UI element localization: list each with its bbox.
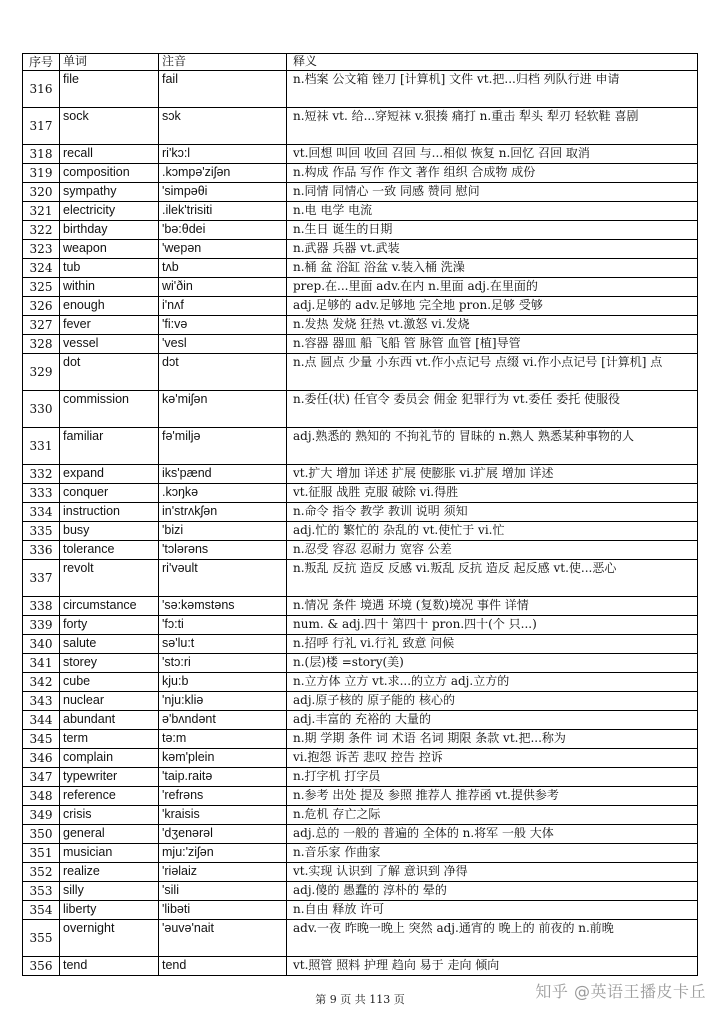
table-row [23,882,698,901]
row-number: 328 [23,335,60,354]
row-number: 354 [23,901,60,920]
table-row [23,920,698,957]
row-definition: n.忍受 容忍 忍耐力 宽容 公差 [287,541,698,560]
row-number: 346 [23,749,60,768]
row-word: tub [60,259,159,278]
table-row [23,749,698,768]
row-definition: n.危机 存亡之际 [287,806,698,825]
table-row [23,354,698,391]
row-definition: n.情况 条件 境遇 环境 (复数)境况 事件 详情 [287,597,698,616]
row-word: realize [60,863,159,882]
row-word: circumstance [60,597,159,616]
header-definition: 释义 [287,54,698,71]
row-word: complain [60,749,159,768]
row-phonetic: 'stɔ:ri [159,654,287,673]
row-number: 318 [23,145,60,164]
row-number: 349 [23,806,60,825]
row-phonetic: ə'bʌndənt [159,711,287,730]
row-phonetic: fail [159,71,287,108]
row-phonetic: 'taip.raitə [159,768,287,787]
row-word: abundant [60,711,159,730]
row-word: crisis [60,806,159,825]
row-word: conquer [60,484,159,503]
row-phonetic: dɔt [159,354,287,391]
row-number: 334 [23,503,60,522]
row-definition: n.构成 作品 写作 作文 著作 组织 合成物 成份 [287,164,698,183]
row-word: revolt [60,560,159,597]
row-definition: prep.在...里面 adv.在内 n.里面 adj.在里面的 [287,278,698,297]
row-phonetic: kə'miʃən [159,391,287,428]
row-word: liberty [60,901,159,920]
row-definition: n.容器 器皿 船 飞船 管 脉管 血管 [植]导管 [287,335,698,354]
row-phonetic: kju:b [159,673,287,692]
table-row [23,484,698,503]
row-number: 345 [23,730,60,749]
row-word: tolerance [60,541,159,560]
row-word: general [60,825,159,844]
row-number: 352 [23,863,60,882]
row-number: 330 [23,391,60,428]
row-phonetic: 'nju:kliə [159,692,287,711]
row-definition: n.(层)楼 =story(美) [287,654,698,673]
table-row [23,164,698,183]
row-word: salute [60,635,159,654]
vocabulary-table [22,53,698,976]
row-word: forty [60,616,159,635]
row-number: 344 [23,711,60,730]
row-number: 324 [23,259,60,278]
row-word: weapon [60,240,159,259]
table-row [23,335,698,354]
row-phonetic: sɔk [159,108,287,145]
row-definition: n.短袜 vt. 给...穿短袜 v.狠揍 痛打 n.重击 犁头 犁刃 轻软鞋 喜剧 [287,108,698,145]
row-word: reference [60,787,159,806]
row-definition: adv.一夜 昨晚一晚上 突然 adj.通宵的 晚上的 前夜的 n.前晚 [287,920,698,957]
row-definition: n.电 电学 电流 [287,202,698,221]
row-definition: adj.总的 一般的 普遍的 全体的 n.将军 一般 大体 [287,825,698,844]
row-phonetic: 'bizi [159,522,287,541]
row-phonetic: mju:'ziʃən [159,844,287,863]
row-number: 322 [23,221,60,240]
row-number: 333 [23,484,60,503]
table-row [23,825,698,844]
row-number: 332 [23,465,60,484]
table-row [23,597,698,616]
row-definition: n.命令 指令 教学 教训 说明 须知 [287,503,698,522]
row-phonetic: kəm'plein [159,749,287,768]
row-phonetic: 'fi:və [159,316,287,335]
row-definition: n.期 学期 条件 词 术语 名词 期限 条款 vt.把...称为 [287,730,698,749]
row-definition: adj.熟悉的 熟知的 不拘礼节的 冒昧的 n.熟人 熟悉某种事物的人 [287,428,698,465]
row-phonetic: wi'ðin [159,278,287,297]
row-number: 326 [23,297,60,316]
row-word: dot [60,354,159,391]
row-definition: n.桶 盆 浴缸 浴盆 v.装入桶 洗澡 [287,259,698,278]
row-phonetic: 'libəti [159,901,287,920]
row-phonetic: 'əuvə'nait [159,920,287,957]
row-word: composition [60,164,159,183]
row-phonetic: 'wepən [159,240,287,259]
table-row [23,465,698,484]
row-word: busy [60,522,159,541]
table-row [23,541,698,560]
table-row [23,391,698,428]
row-number: 325 [23,278,60,297]
table-row [23,297,698,316]
header-word: 单词 [60,54,159,71]
row-phonetic: 'refrəns [159,787,287,806]
row-word: expand [60,465,159,484]
row-definition: n.音乐家 作曲家 [287,844,698,863]
row-word: term [60,730,159,749]
row-phonetic: tə:m [159,730,287,749]
row-number: 321 [23,202,60,221]
table-row [23,654,698,673]
table-row [23,692,698,711]
row-number: 319 [23,164,60,183]
row-word: enough [60,297,159,316]
row-definition: adj.原子核的 原子能的 核心的 [287,692,698,711]
row-phonetic: ri'kɔ:l [159,145,287,164]
table-row [23,428,698,465]
row-number: 351 [23,844,60,863]
row-definition: vt.征服 战胜 克服 破除 vi.得胜 [287,484,698,503]
row-number: 355 [23,920,60,957]
row-phonetic: .kɔŋkə [159,484,287,503]
row-number: 335 [23,522,60,541]
table-row [23,901,698,920]
row-phonetic: 'riəlaiz [159,863,287,882]
row-number: 340 [23,635,60,654]
row-word: silly [60,882,159,901]
row-number: 316 [23,71,60,108]
row-number: 336 [23,541,60,560]
row-number: 338 [23,597,60,616]
row-number: 320 [23,183,60,202]
table-row [23,863,698,882]
table-row [23,221,698,240]
row-definition: n.委任(状) 任官令 委员会 佣金 犯罪行为 vt.委任 委托 使服役 [287,391,698,428]
row-definition: adj.忙的 繁忙的 杂乱的 vt.使忙于 vi.忙 [287,522,698,541]
row-definition: n.同情 同情心 一致 同感 赞同 慰问 [287,183,698,202]
row-word: tend [60,957,159,976]
row-phonetic: 'kraisis [159,806,287,825]
row-definition: vt.回想 叫回 收回 召回 与...相似 恢复 n.回忆 召回 取消 [287,145,698,164]
row-word: recall [60,145,159,164]
row-phonetic: .ilek'trisiti [159,202,287,221]
row-phonetic: tend [159,957,287,976]
row-number: 339 [23,616,60,635]
table-row [23,787,698,806]
row-phonetic: tʌb [159,259,287,278]
row-number: 343 [23,692,60,711]
row-word: commission [60,391,159,428]
table-row [23,202,698,221]
page-number-footer: 第 9 页 共 113 页 [315,993,405,1006]
table-header-row [23,54,698,71]
row-definition: adj.足够的 adv.足够地 完全地 pron.足够 受够 [287,297,698,316]
row-phonetic: 'sə:kəmstəns [159,597,287,616]
row-word: fever [60,316,159,335]
row-word: sympathy [60,183,159,202]
row-definition: vt.扩大 增加 详述 扩展 使膨胀 vi.扩展 增加 详述 [287,465,698,484]
table-row [23,259,698,278]
row-word: sock [60,108,159,145]
row-number: 356 [23,957,60,976]
row-phonetic: .kɔmpə'ziʃən [159,164,287,183]
table-row [23,673,698,692]
row-number: 317 [23,108,60,145]
row-definition: n.生日 诞生的日期 [287,221,698,240]
row-definition: num. & adj.四十 第四十 pron.四十(个 只...) [287,616,698,635]
table-row [23,616,698,635]
table-row [23,730,698,749]
row-number: 327 [23,316,60,335]
row-word: cube [60,673,159,692]
row-phonetic: ri'vəult [159,560,287,597]
table-row [23,806,698,825]
row-number: 341 [23,654,60,673]
table-row [23,240,698,259]
row-definition: n.立方体 立方 vt.求...的立方 adj.立方的 [287,673,698,692]
row-word: electricity [60,202,159,221]
row-word: familiar [60,428,159,465]
row-word: overnight [60,920,159,957]
row-phonetic: 'vesl [159,335,287,354]
zhihu-watermark: 知乎 @英语王播皮卡丘 [535,982,706,1001]
header-phonetic: 注音 [159,54,287,71]
table-body [23,71,698,976]
row-definition: vt.照管 照料 护理 趋向 易于 走向 倾向 [287,957,698,976]
row-definition: adj.傻的 愚蠢的 淳朴的 晕的 [287,882,698,901]
row-word: nuclear [60,692,159,711]
row-word: birthday [60,221,159,240]
row-phonetic: fə'miljə [159,428,287,465]
row-phonetic: 'fɔ:ti [159,616,287,635]
row-definition: n.武器 兵器 vt.武装 [287,240,698,259]
row-definition: vi.抱怨 诉苦 悲叹 控告 控诉 [287,749,698,768]
row-phonetic: 'simpəθi [159,183,287,202]
row-phonetic: 'bə:θdei [159,221,287,240]
row-number: 329 [23,354,60,391]
row-phonetic: 'tɔlərəns [159,541,287,560]
row-word: musician [60,844,159,863]
row-definition: n.叛乱 反抗 造反 反感 vi.叛乱 反抗 造反 起反感 vt.使...恶心 [287,560,698,597]
row-word: file [60,71,159,108]
table-row [23,71,698,108]
row-word: storey [60,654,159,673]
row-number: 342 [23,673,60,692]
row-definition: vt.实现 认识到 了解 意识到 净得 [287,863,698,882]
table-row [23,316,698,335]
row-phonetic: in'strʌkʃən [159,503,287,522]
row-definition: n.参考 出处 提及 参照 推荐人 推荐函 vt.提供参考 [287,787,698,806]
table-row [23,503,698,522]
row-definition: n.点 圆点 少量 小东西 vt.作小点记号 点缀 vi.作小点记号 [计算机] 点 [287,354,698,391]
row-number: 353 [23,882,60,901]
row-number: 323 [23,240,60,259]
row-definition: n.打字机 打字员 [287,768,698,787]
row-phonetic: sə'lu:t [159,635,287,654]
row-definition: n.招呼 行礼 vi.行礼 致意 问候 [287,635,698,654]
row-word: within [60,278,159,297]
table-row [23,522,698,541]
row-number: 347 [23,768,60,787]
row-number: 337 [23,560,60,597]
row-word: typewriter [60,768,159,787]
table-row [23,108,698,145]
row-number: 350 [23,825,60,844]
header-number: 序号 [23,54,60,71]
row-word: instruction [60,503,159,522]
table-row [23,278,698,297]
row-definition: n.发热 发烧 狂热 vt.激怒 vi.发烧 [287,316,698,335]
row-definition: adj.丰富的 充裕的 大量的 [287,711,698,730]
row-word: vessel [60,335,159,354]
row-phonetic: 'sili [159,882,287,901]
table-row [23,711,698,730]
table-row [23,844,698,863]
table-row [23,768,698,787]
table-row [23,635,698,654]
table-row [23,957,698,976]
row-phonetic: i'nʌf [159,297,287,316]
row-number: 348 [23,787,60,806]
table-row [23,145,698,164]
row-phonetic: iks'pænd [159,465,287,484]
row-phonetic: 'dʒenərəl [159,825,287,844]
row-definition: n.自由 释放 许可 [287,901,698,920]
table-row [23,183,698,202]
row-definition: n.档案 公文箱 锉刀 [计算机] 文件 vt.把...归档 列队行进 申请 [287,71,698,108]
table-row [23,560,698,597]
row-number: 331 [23,428,60,465]
